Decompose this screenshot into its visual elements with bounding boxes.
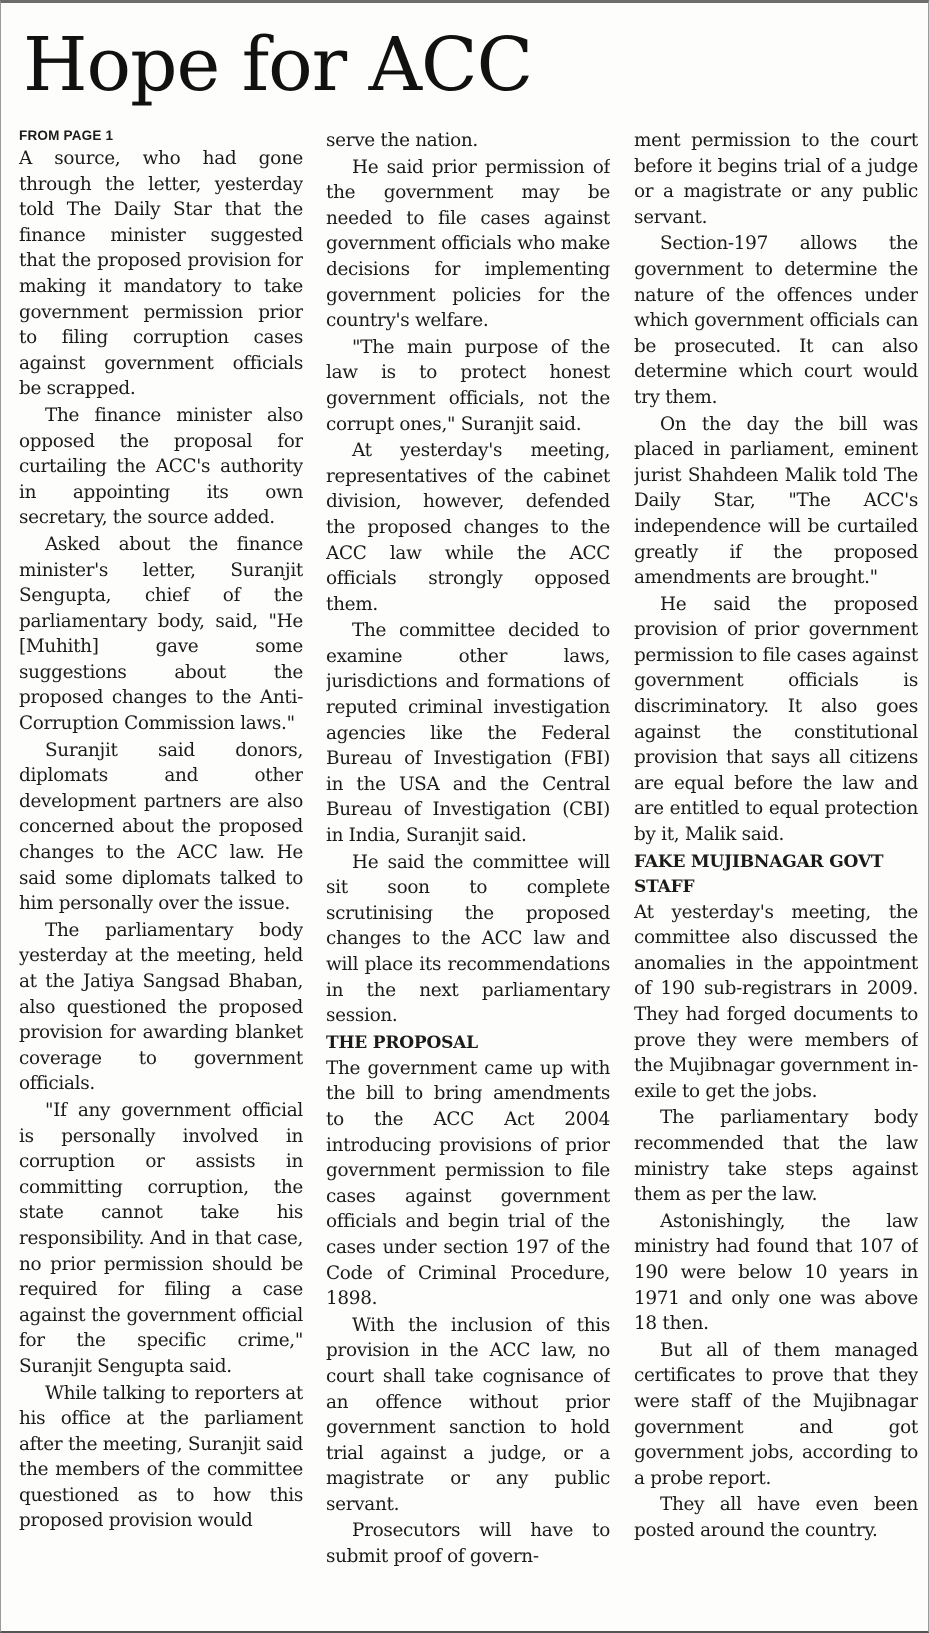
headline: Hope for ACC <box>23 22 533 108</box>
paragraph: Section-197 allows the government to determine the nature of the offences under which government officials can be prosecuted. It can also determine which court would try them. <box>634 233 918 408</box>
paragraph: Suranjit said donors, diplomats and other development partners are also concerned about the proposed changes to the ACC law. He said some diplomats talked to him personally over the issue. <box>19 739 303 915</box>
paragraph: The committee decided to examine other laws, jurisdictions and formations of reputed criminal investigation agencies like the Federal Bureau of Investigation (FBI) in the USA and the Central Bureau of Investigation (CBI) in India, Suranjit said. <box>326 620 610 847</box>
paragraph: At yesterday's meeting, representatives of the cabinet division, however, defended the proposed changes to the ACC law while the ACC officials strongly opposed them. <box>326 440 610 615</box>
paragraph: He said prior permission of the government may be needed to file cases against government officials who make decisions for implementing government policies for the country's welfare. <box>326 156 610 332</box>
paragraph: serve the nation. <box>326 130 478 151</box>
column-2 <box>326 128 610 1633</box>
kicker: FROM PAGE 1 <box>19 128 114 143</box>
paragraph: The parliamentary body yesterday at the meeting, held at the Jatiya Sangsad Bhaban, also questioned the proposed provision for awarding blanket coverage to government officials. <box>19 919 303 1095</box>
article-body <box>1 128 929 1633</box>
paragraph: Astonishingly, the law ministry had found that 107 of 190 were below 10 years in 1971 and only one was above 18 then. <box>634 1210 918 1335</box>
paragraph: He said the committee will sit soon to complete scrutinising the proposed changes to the ACC law and will place its recommendations in the next parliamentary session. <box>326 851 610 1027</box>
paragraph: A source, who had gone through the letter, yesterday told The Daily Star that the finance minister suggested that the proposed provision for making it mandatory to take government permission prior to filing corruption cases against government officials be scrapped. <box>19 148 303 400</box>
paragraph: The finance minister also opposed the proposal for curtailing the ACC's authority in appointing its own secretary, the source added. <box>19 404 303 529</box>
paragraph: "The main purpose of the law is to protect honest government officials, not the corrupt ones," Suranjit said. <box>326 336 610 435</box>
paragraph: On the day the bill was placed in parliament, eminent jurist Shahdeen Malik told The Daily Star, "The ACC's independence will be curtailed greatly if the proposed amendments are brought." <box>634 413 918 589</box>
paragraph: The parliamentary body recommended that the law ministry take steps against them as per the law. <box>634 1107 918 1206</box>
paragraph: ment permission to the court before it begins trial of a judge or a magistrate or any public servant. <box>634 130 918 228</box>
paragraph: They all have even been posted around the country. <box>634 1494 918 1541</box>
paragraph: At yesterday's meeting, the committee also discussed the anomalies in the appointment of 190 sub-registrars in 2009. They had forged documents to prove they were members of the Mujibnagar government in-exile to get the jobs. <box>634 901 918 1102</box>
column-3 <box>634 128 918 1633</box>
column-1 <box>19 128 303 1633</box>
paragraph: But all of them managed certificates to prove that they were staff of the Mujibnagar government and got government jobs, according to a probe report. <box>634 1339 918 1489</box>
paragraph: While talking to reporters at his office at the parliament after the meeting, Suranjit said the members of the committee questioned as to how this proposed provision would <box>19 1382 303 1532</box>
paragraph: He said the proposed provision of prior government permission to file cases against government officials is discriminatory. It also goes against the constitutional provision that says all citizens are equal before the law and are entitled to equal protection by it, Malik said. <box>634 593 918 846</box>
subheading: FAKE MUJIBNAGAR GOVT STAFF <box>634 851 884 897</box>
paragraph: The government came up with the bill to bring amendments to the ACC Act 2004 introducing provisions of prior government permission to file cases against government officials and begin trial of the cases under section 197 of the Code of Criminal Procedure, 1898. <box>326 1057 610 1310</box>
paragraph: Asked about the finance minister's letter, Suranjit Sengupta, chief of the parliamentary body, said, "He [Muhith] gave some suggestions about the proposed changes to the Anti-Corruption Commission laws." <box>19 533 303 735</box>
paragraph: "If any government official is personally involved in corruption or assists in committing corruption, the state cannot take his responsibility. And in that case, no prior permission should be required for filing a case against the government official for the specific crime," Suranjit Sengupta said. <box>19 1099 303 1377</box>
subheading: THE PROPOSAL <box>326 1032 478 1053</box>
paragraph: With the inclusion of this provision in the ACC law, no court shall take cognisance of an offence without prior government sanction to hold trial against a judge, or a magistrate or any public servant. <box>326 1314 610 1515</box>
paragraph: Prosecutors will have to submit proof of govern- <box>326 1520 610 1568</box>
